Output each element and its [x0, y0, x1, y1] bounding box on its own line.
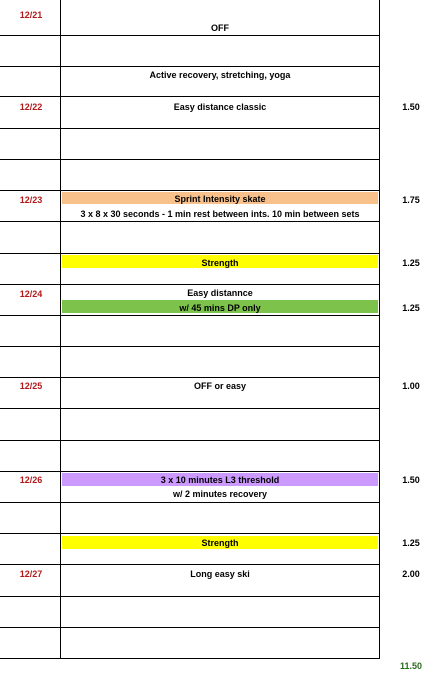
- row-divider: [0, 658, 380, 659]
- row-divider: [0, 221, 380, 222]
- description-cell: Strength: [201, 538, 239, 548]
- date-cell: 12/22: [19, 102, 43, 112]
- date-cell: 12/23: [19, 195, 43, 205]
- date-cell: 12/21: [19, 10, 43, 20]
- row-divider: [0, 408, 380, 409]
- hours-cell: 1.50: [402, 475, 420, 485]
- date-cell: 12/26: [19, 475, 43, 485]
- row-divider: [0, 96, 380, 97]
- description-cell: 3 x 10 minutes L3 threshold: [160, 475, 280, 485]
- column-divider: [379, 0, 380, 659]
- description-cell: Long easy ski: [190, 569, 250, 579]
- date-cell: 12/24: [19, 289, 43, 299]
- description-cell: Sprint Intensity skate: [174, 194, 266, 204]
- hours-cell: 1.75: [402, 195, 420, 205]
- hours-cell: 1.50: [402, 102, 420, 112]
- row-divider: [0, 377, 380, 378]
- hours-cell: 1.00: [402, 381, 420, 391]
- row-divider: [0, 253, 380, 254]
- row-divider: [0, 440, 380, 441]
- row-divider: [0, 315, 380, 316]
- date-cell: 12/27: [19, 569, 43, 579]
- description-cell: Active recovery, stretching, yoga: [149, 70, 291, 80]
- description-cell: Easy distannce: [187, 288, 253, 298]
- row-divider: [0, 533, 380, 534]
- description-cell: w/ 2 minutes recovery: [172, 489, 268, 499]
- row-divider: [0, 471, 380, 472]
- row-divider: [0, 128, 380, 129]
- description-cell: Strength: [201, 258, 239, 268]
- total-hours: 11.50: [399, 661, 423, 671]
- row-divider: [0, 346, 380, 347]
- description-cell: OFF: [211, 23, 229, 33]
- description-cell: OFF or easy: [193, 381, 247, 391]
- column-divider: [60, 0, 61, 659]
- description-cell: 3 x 8 x 30 seconds - 1 min rest between ints. 10 min between sets: [80, 209, 360, 219]
- hours-cell: 2.00: [402, 569, 420, 579]
- row-divider: [0, 502, 380, 503]
- date-cell: 12/25: [19, 381, 43, 391]
- row-divider: [0, 284, 380, 285]
- description-cell: w/ 45 mins DP only: [179, 303, 261, 313]
- row-divider: [0, 190, 380, 191]
- row-divider: [0, 564, 380, 565]
- hours-cell: 1.25: [402, 258, 420, 268]
- hours-cell: 1.25: [402, 538, 420, 548]
- row-divider: [0, 159, 380, 160]
- description-cell: Easy distance classic: [173, 102, 267, 112]
- row-divider: [0, 35, 380, 36]
- row-divider: [0, 66, 380, 67]
- hours-cell: 1.25: [402, 303, 420, 313]
- row-divider: [0, 596, 380, 597]
- row-divider: [0, 627, 380, 628]
